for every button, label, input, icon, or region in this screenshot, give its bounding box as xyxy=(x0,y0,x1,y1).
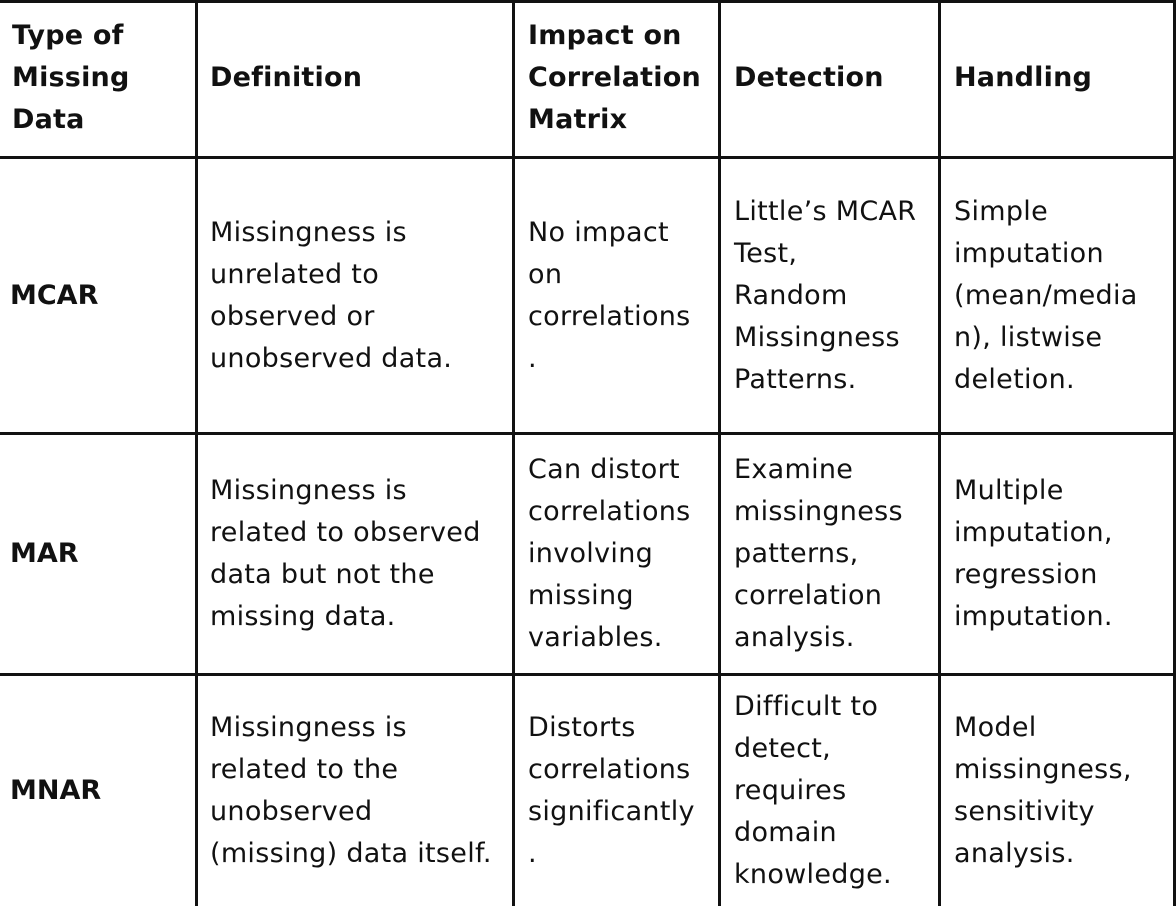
row-definition-mnar: Missingness is related to the unobserved (missing) data itself. xyxy=(210,712,492,869)
row-type-mnar: MNAR xyxy=(10,775,102,806)
header-impact-on-correlation-matrix: Impact on Correlation Matrix xyxy=(528,20,701,135)
row-detection-mcar: Little’s MCAR Test, Random Missingness Patterns. xyxy=(734,195,917,395)
header-type-of-missing-data: Type of Missing Data xyxy=(12,20,130,135)
row-type-mar: MAR xyxy=(10,538,79,569)
column-divider xyxy=(718,0,721,906)
row-definition-mcar: Missingness is unrelated to observed or unobserved data. xyxy=(210,216,453,374)
row-detection-mnar: Difficult to detect, requires domain knowledge. xyxy=(734,691,892,890)
header-handling: Handling xyxy=(954,62,1093,93)
header-definition: Definition xyxy=(210,62,363,93)
column-divider xyxy=(938,0,941,906)
row-handling-mar: Multiple imputation, regression imputation. xyxy=(954,475,1113,632)
row-definition-mar: Missingness is related to observed data but not the missing data. xyxy=(210,475,481,632)
row-type-mcar: MCAR xyxy=(10,279,99,311)
row-impact-mar: Can distort correlations involving missing variables. xyxy=(528,454,691,653)
row-impact-mcar: No impact on correlations . xyxy=(528,216,691,374)
header-detection: Detection xyxy=(734,62,884,93)
row-impact-mnar: Distorts correlations significantly . xyxy=(528,712,695,869)
column-divider xyxy=(512,0,515,906)
row-handling-mnar: Model missingness, sensitivity analysis. xyxy=(954,712,1132,869)
row-detection-mar: Examine missingness patterns, correlation analysis. xyxy=(734,454,903,653)
row-handling-mcar: Simple imputation (mean/media n), listwise deletion. xyxy=(954,195,1138,395)
